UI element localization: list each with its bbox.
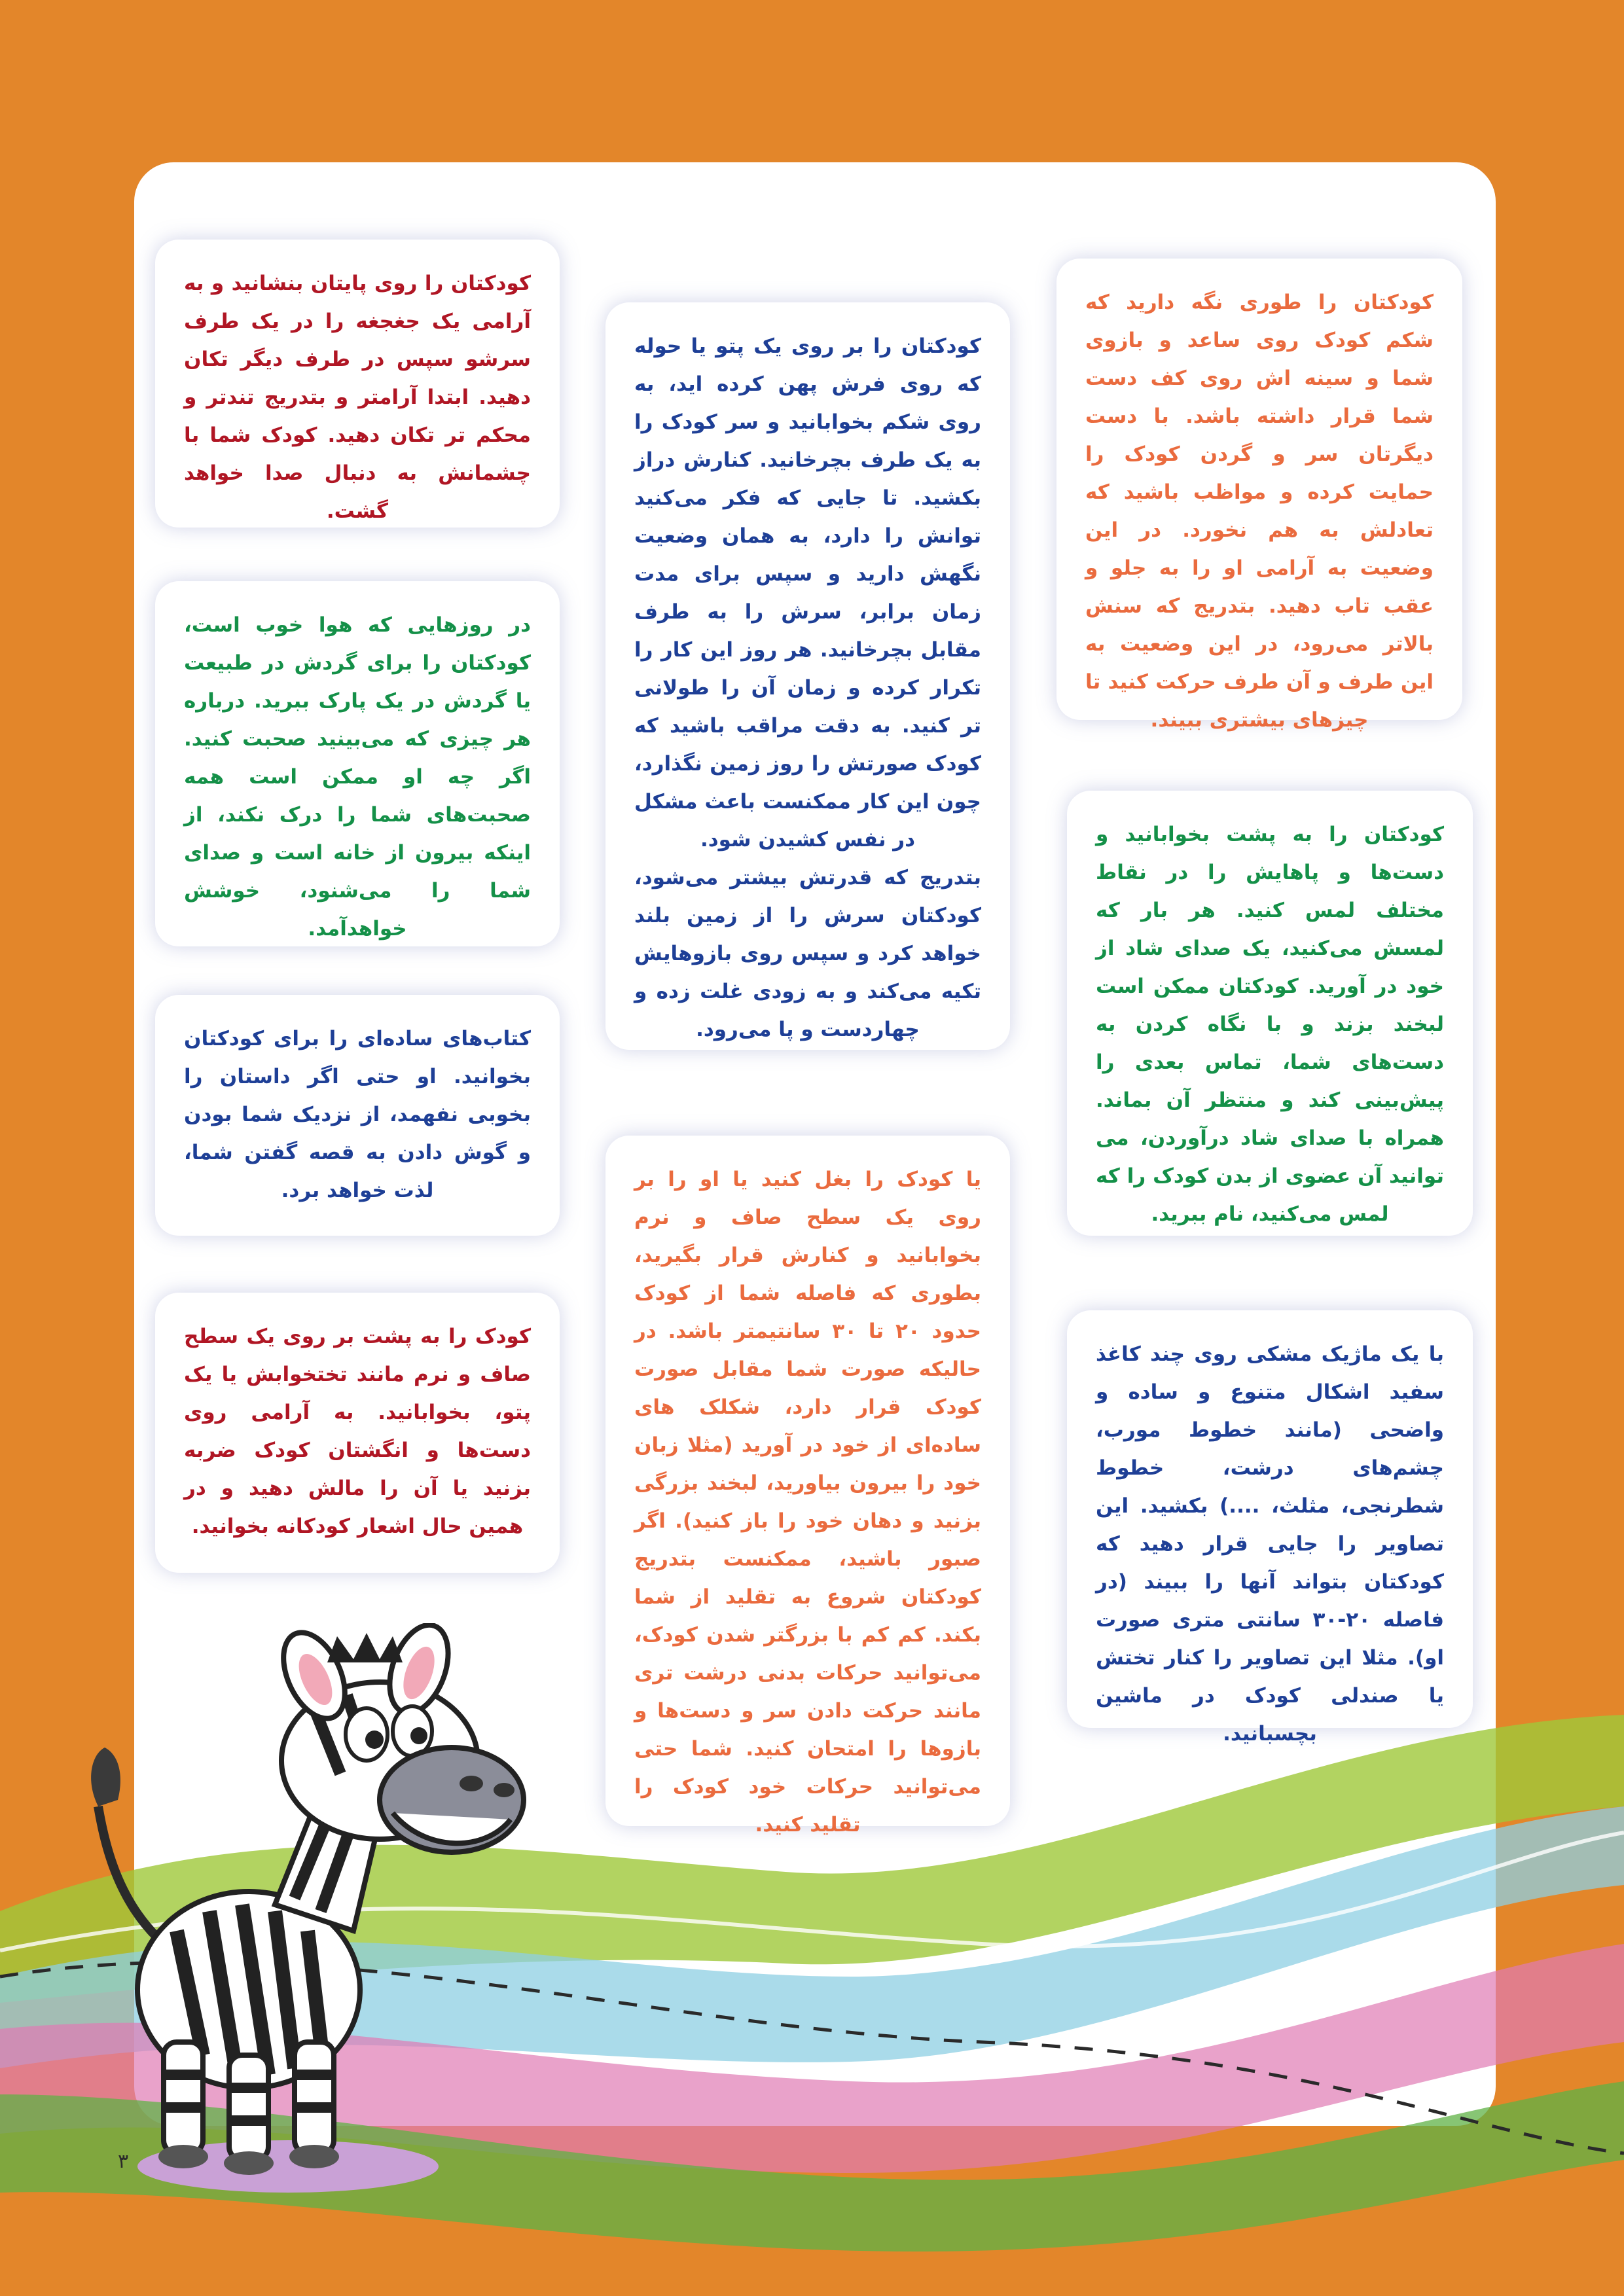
tip-text: کودک را به پشت بر روی یک سطح صاف و نرم مانند تختخوابش یا یک پتو، بخوابانید. به آرامی روی دست‌ها و انگشتان کودک ضربه بزنید یا آن را مالش دهید و در همین حال اشعار کودکانه بخوانید. (184, 1325, 531, 1538)
tip-card-rattle (155, 240, 560, 528)
tip-card-massage (155, 1293, 560, 1573)
page-number: ۳ (118, 2150, 129, 2173)
tip-text: کودکتان را به پشت بخوابانید و دست‌ها و پاهایش را در نقاط مختلف لمس کنید. هر بار که لمسش می‌کنید، یک صدای شاد از خود در آورید. کودکتان ممکن است لبخند بزند و با نگاه کردن به دست‌های شما، تماس بعدی را پیش‌بینی کند و منتظر آن بماند. همراه با صدای شاد درآوردن، می توانید آن عضوی از بدن کودک را که لمس می‌کنید، نام ببرید. (1096, 823, 1444, 1226)
tip-text: کودکتان را روی پایتان بنشانید و به آرامی یک جغجغه را در یک طرف سرشو سپس در طرف دیگر تکان دهید. ابتدا آرامتر و بتدریج تندتر و محکم تر تکان دهید. کودک شما با چشمانش به دنبال صدا خواهد گشت. (184, 272, 531, 523)
zebra-illustration (79, 1623, 576, 2199)
tip-text: با یک ماژیک مشکی روی چند کاغذ سفید اشکال متنوع و ساده و واضحی (مانند خطوط مورب، چشم‌های درشت، خطوط شطرنجی، مثلث، ....) بکشید. این تصاویر را جایی قرار دهید که کودکتان بتواند آنها را ببیند (در فاصله ۲۰-۳۰ سانتی متری صورت او). مثلا این تصاویر را کنار تختش یا صندلی کودک در ماشین بچسبانید. (1096, 1342, 1445, 1746)
tip-text: کتاب‌های ساده‌ای را برای کودکتان بخوانید. او حتی اگر داستان را بخوبی نفهمد، از نزدیک شما بودن و گوش دادن به قصه گفتن شما، لذت خواهد برد. (184, 1027, 531, 1202)
tip-card-holding (1056, 259, 1462, 732)
tip-text: یا کودک را بغل کنید یا او را بر روی یک سطح صاف و نرم بخوابانید و کنارش قرار بگیرید، بطوری که فاصله شما از کودک حدود ۲۰ تا ۳۰ سانتیمتر باشد. در حالیکه صورت شما مقابل صورت کودک قرار دارد، شکلک های ساده‌ای از خود در آورید (مثلا زبان خود را بیرون بیاورید، لبخند بزرگی بزنید و دهان خود را باز کنید). اگر صبور باشید، ممکنست بتدریج کودکتان شروع به تقلید از شما بکند. کم کم با بزرگتر شدن کودک، می‌توانید حرکات بدنی درشت تری مانند حرکت دادن سر و دست‌ها و بازوها را امتحان کنید. شما حتی می‌توانید حرکات خود کودک را تقلید کنید. (634, 1168, 981, 1837)
tip-card-touch (1067, 791, 1473, 1236)
tip-text: در روزهایی که هوا خوب است، کودکتان را برای گردش در طبیعت یا گردش در یک پارک ببرید. درباره هر چیزی که می‌بینید صحبت کنید. اگر چه او ممکن است همه صحبت‌های شما را درک نکند، از اینکه بیرون از خانه است و صدای شما را می‌شنود، خوشش خواهدآمد. (184, 613, 531, 941)
tip-card-outdoors (155, 581, 560, 946)
tip-card-books (155, 995, 560, 1236)
tip-text-continued: بتدریج که قدرتش بیشتر می‌شود، کودکتان سرش را از زمین بلند خواهد کرد و سپس روی بازوهایش تکیه می‌کند و به زودی غلت زده و چهاردست و پا می‌رود. (634, 866, 981, 1041)
tip-text: کودکتان را بر روی یک پتو یا حوله که روی فرش پهن کرده اید، به روی شکم بخوابانید و سر کودک را به یک طرف بچرخانید. کنارش دراز بکشید. تا جایی که فکر می‌کنید توانش را دارد، به همان وضعیت نگهش دارید و سپس برای مدت زمان برابر، سرش را به طرف مقابل بچرخانید. هر روز این کار را تکرار کرده و زمان آن را طولانی تر کنید. به دقت مراقب باشید که کودک صورتش را روز زمین نگذارد، چون این کار ممکنست باعث مشکل در نفس کشیدن شود. (634, 334, 981, 852)
tip-text: کودکتان را طوری نگه دارید که شکم کودک روی ساعد و بازوی شما و سینه اش روی کف دست شما قرار داشته باشد. با دست دیگرتان سر و گردن کودک را حمایت کرده و مواظب باشید که تعادلش به هم نخورد. در این وضعیت به آرامی او را به جلو و عقب تاب دهید. بتدریج که سنش بالاتر می‌رود، در این وضعیت به این طرف و آن طرف حرکت کنید تا چیزهای بیشتری ببیند. (1085, 291, 1434, 732)
tip-card-tummy-time (605, 302, 1010, 1050)
